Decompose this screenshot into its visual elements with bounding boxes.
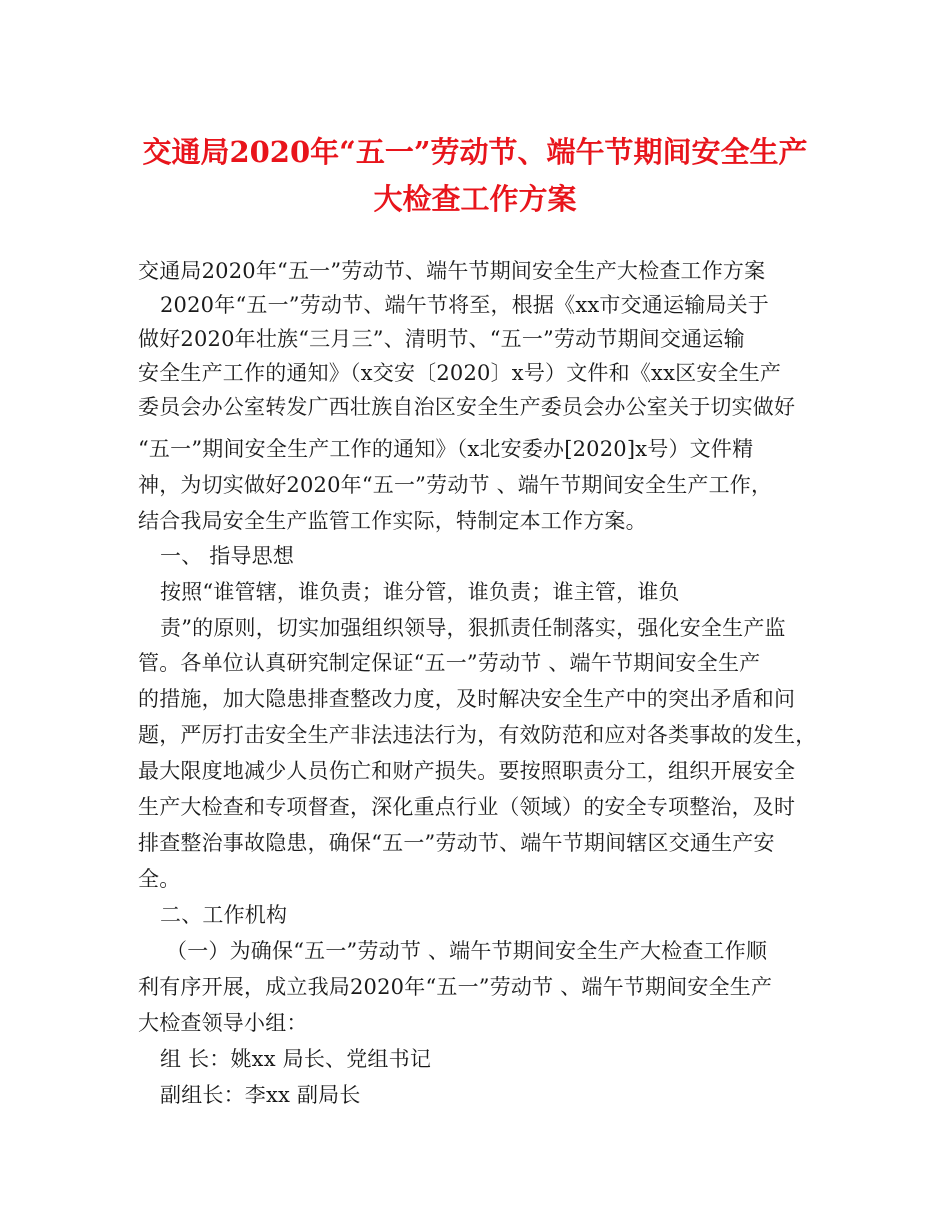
body-line: 生产大检查和专项督查，深化重点行业（领域）的安全专项整治，及时	[138, 795, 796, 819]
body-line: 按照“谁管辖，谁负责；谁分管，谁负责；谁主管，谁负	[160, 580, 680, 604]
body-line: 组 长：姚xx 局长、党组书记	[160, 1047, 432, 1071]
body-line: 责”的原则，切实加强组织领导，狠抓责任制落实，强化安全生产监	[160, 616, 786, 640]
body-line: （一）为确保“五一”劳动节 、端午节期间安全生产大检查工作顺	[166, 939, 768, 963]
body-line: 管。各单位认真研究制定保证“五一”劳动节 、端午节期间安全生产	[138, 651, 761, 675]
body-line: 安全生产工作的通知》（x交安〔2020〕x号）文件和《xx区安全生产	[138, 361, 782, 385]
body-line: 2020年“五一”劳动节、端午节将至，根据《xx市交通运输局关于	[160, 293, 769, 317]
body-line: 神，为切实做好2020年“五一”劳动节 、端午节期间安全生产工作，	[138, 473, 773, 497]
section-heading: 一、 指导思想	[160, 544, 295, 568]
body-line: “五一”期间安全生产工作的通知》（x北安委办[2020]x号）文件精	[138, 437, 754, 461]
body-line: 委员会办公室转发广西壮族自治区安全生产委员会办公室关于切实做好	[138, 395, 796, 419]
document-title-line-1: 交通局2020年“五一”劳动节、端午节期间安全生产	[142, 135, 808, 169]
body-line: 排查整治事故隐患，确保“五一”劳动节、端午节期间辖区交通生产安	[138, 831, 775, 855]
body-line: 交通局2020年“五一”劳动节、端午节期间安全生产大检查工作方案	[138, 259, 766, 283]
body-line: 题，严厉打击安全生产非法违法行为，有效防范和应对各类事故的发生，	[138, 723, 817, 747]
section-heading: 二、工作机构	[160, 903, 288, 927]
body-line: 结合我局安全生产监管工作实际，特制定本工作方案。	[138, 509, 647, 533]
body-line: 全。	[138, 867, 181, 891]
body-line: 副组长：李xx 副局长	[160, 1083, 361, 1107]
body-line: 最大限度地减少人员伤亡和财产损失。要按照职责分工，组织开展安全	[138, 759, 796, 783]
body-line: 利有序开展，成立我局2020年“五一”劳动节 、端午节期间安全生产	[138, 975, 773, 999]
body-line: 大检查领导小组：	[138, 1011, 308, 1035]
body-line: 的措施，加大隐患排查整改力度，及时解决安全生产中的突出矛盾和问	[138, 687, 796, 711]
body-line: 做好2020年壮族“三月三”、清明节、“五一”劳动节期间交通运输	[138, 327, 745, 351]
document-title-line-2: 大检查工作方案	[373, 182, 577, 216]
